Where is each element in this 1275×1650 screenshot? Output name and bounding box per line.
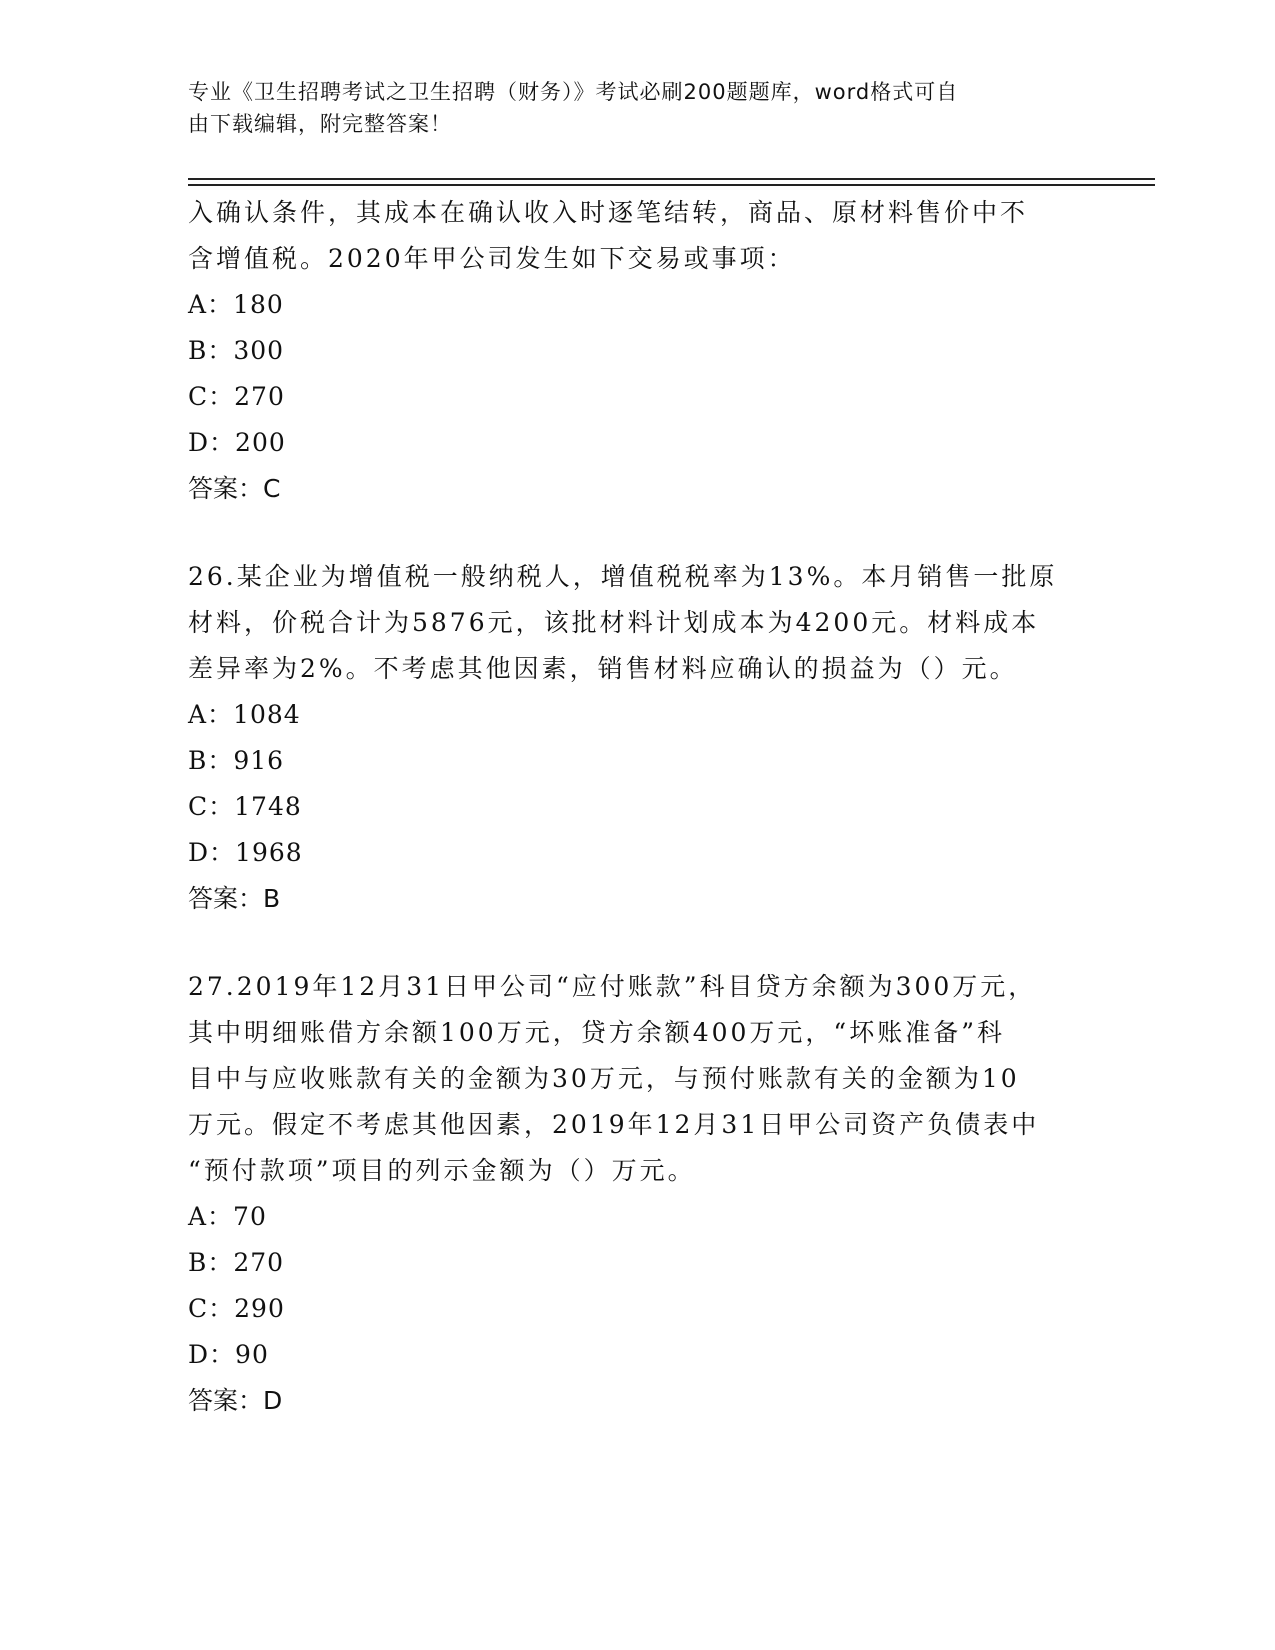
question-27 (188, 964, 1068, 1424)
question-text-line: 差异率为2%。不考虑其他因素，销售材料应确认的损益为（）元。 (188, 654, 1018, 683)
question-25-continued (188, 190, 1068, 512)
header-line-2: 由下载编辑，附完整答案！ (188, 112, 452, 136)
question-text-line: 26.某企业为增值税一般纳税人，增值税税率为13%。本月销售一批原 (188, 562, 1058, 591)
option-d: D：90 (188, 1340, 269, 1369)
option-c: C：290 (188, 1294, 285, 1323)
option-d: D：1968 (188, 838, 303, 867)
header-divider-top (188, 178, 1155, 180)
answer-line: 答案：D (188, 1386, 283, 1415)
question-text-line: 入确认条件，其成本在确认收入时逐笔结转，商品、原材料售价中不 (188, 198, 1029, 227)
option-b: B：916 (188, 746, 285, 775)
option-c: C：1748 (188, 792, 302, 821)
option-a: A：70 (188, 1202, 267, 1231)
spacer (188, 512, 1068, 554)
question-text-line: 含增值税。2020年甲公司发生如下交易或事项： (188, 244, 796, 273)
header-line-1: 专业《卫生招聘考试之卫生招聘（财务）》考试必刷200题题库，word格式可自 (188, 80, 959, 104)
answer-line: 答案：C (188, 474, 281, 503)
question-text-line: 其中明细账借方余额100万元，贷方余额400万元，“坏账准备”科 (188, 1018, 1005, 1047)
document-body (188, 190, 1068, 1424)
option-c: C：270 (188, 382, 285, 411)
header-divider-bottom (188, 184, 1155, 186)
document-header (188, 76, 1068, 140)
question-text-line: 目中与应收账款有关的金额为30万元，与预付账款有关的金额为10 (188, 1064, 1020, 1093)
question-text-line: 材料，价税合计为5876元，该批材料计划成本为4200元。材料成本 (188, 608, 1040, 637)
answer-line: 答案：B (188, 884, 281, 913)
option-b: B：270 (188, 1248, 285, 1277)
question-text-line: 27.2019年12月31日甲公司“应付账款”科目贷方余额为300万元， (188, 972, 1037, 1001)
question-text-line: “预付款项”项目的列示金额为（）万元。 (188, 1156, 696, 1185)
spacer (188, 922, 1068, 964)
option-d: D：200 (188, 428, 286, 457)
option-a: A：180 (188, 290, 284, 319)
option-b: B：300 (188, 336, 285, 365)
option-a: A：1084 (188, 700, 301, 729)
question-text-line: 万元。假定不考虑其他因素，2019年12月31日甲公司资产负债表中 (188, 1110, 1040, 1139)
question-26 (188, 554, 1068, 922)
